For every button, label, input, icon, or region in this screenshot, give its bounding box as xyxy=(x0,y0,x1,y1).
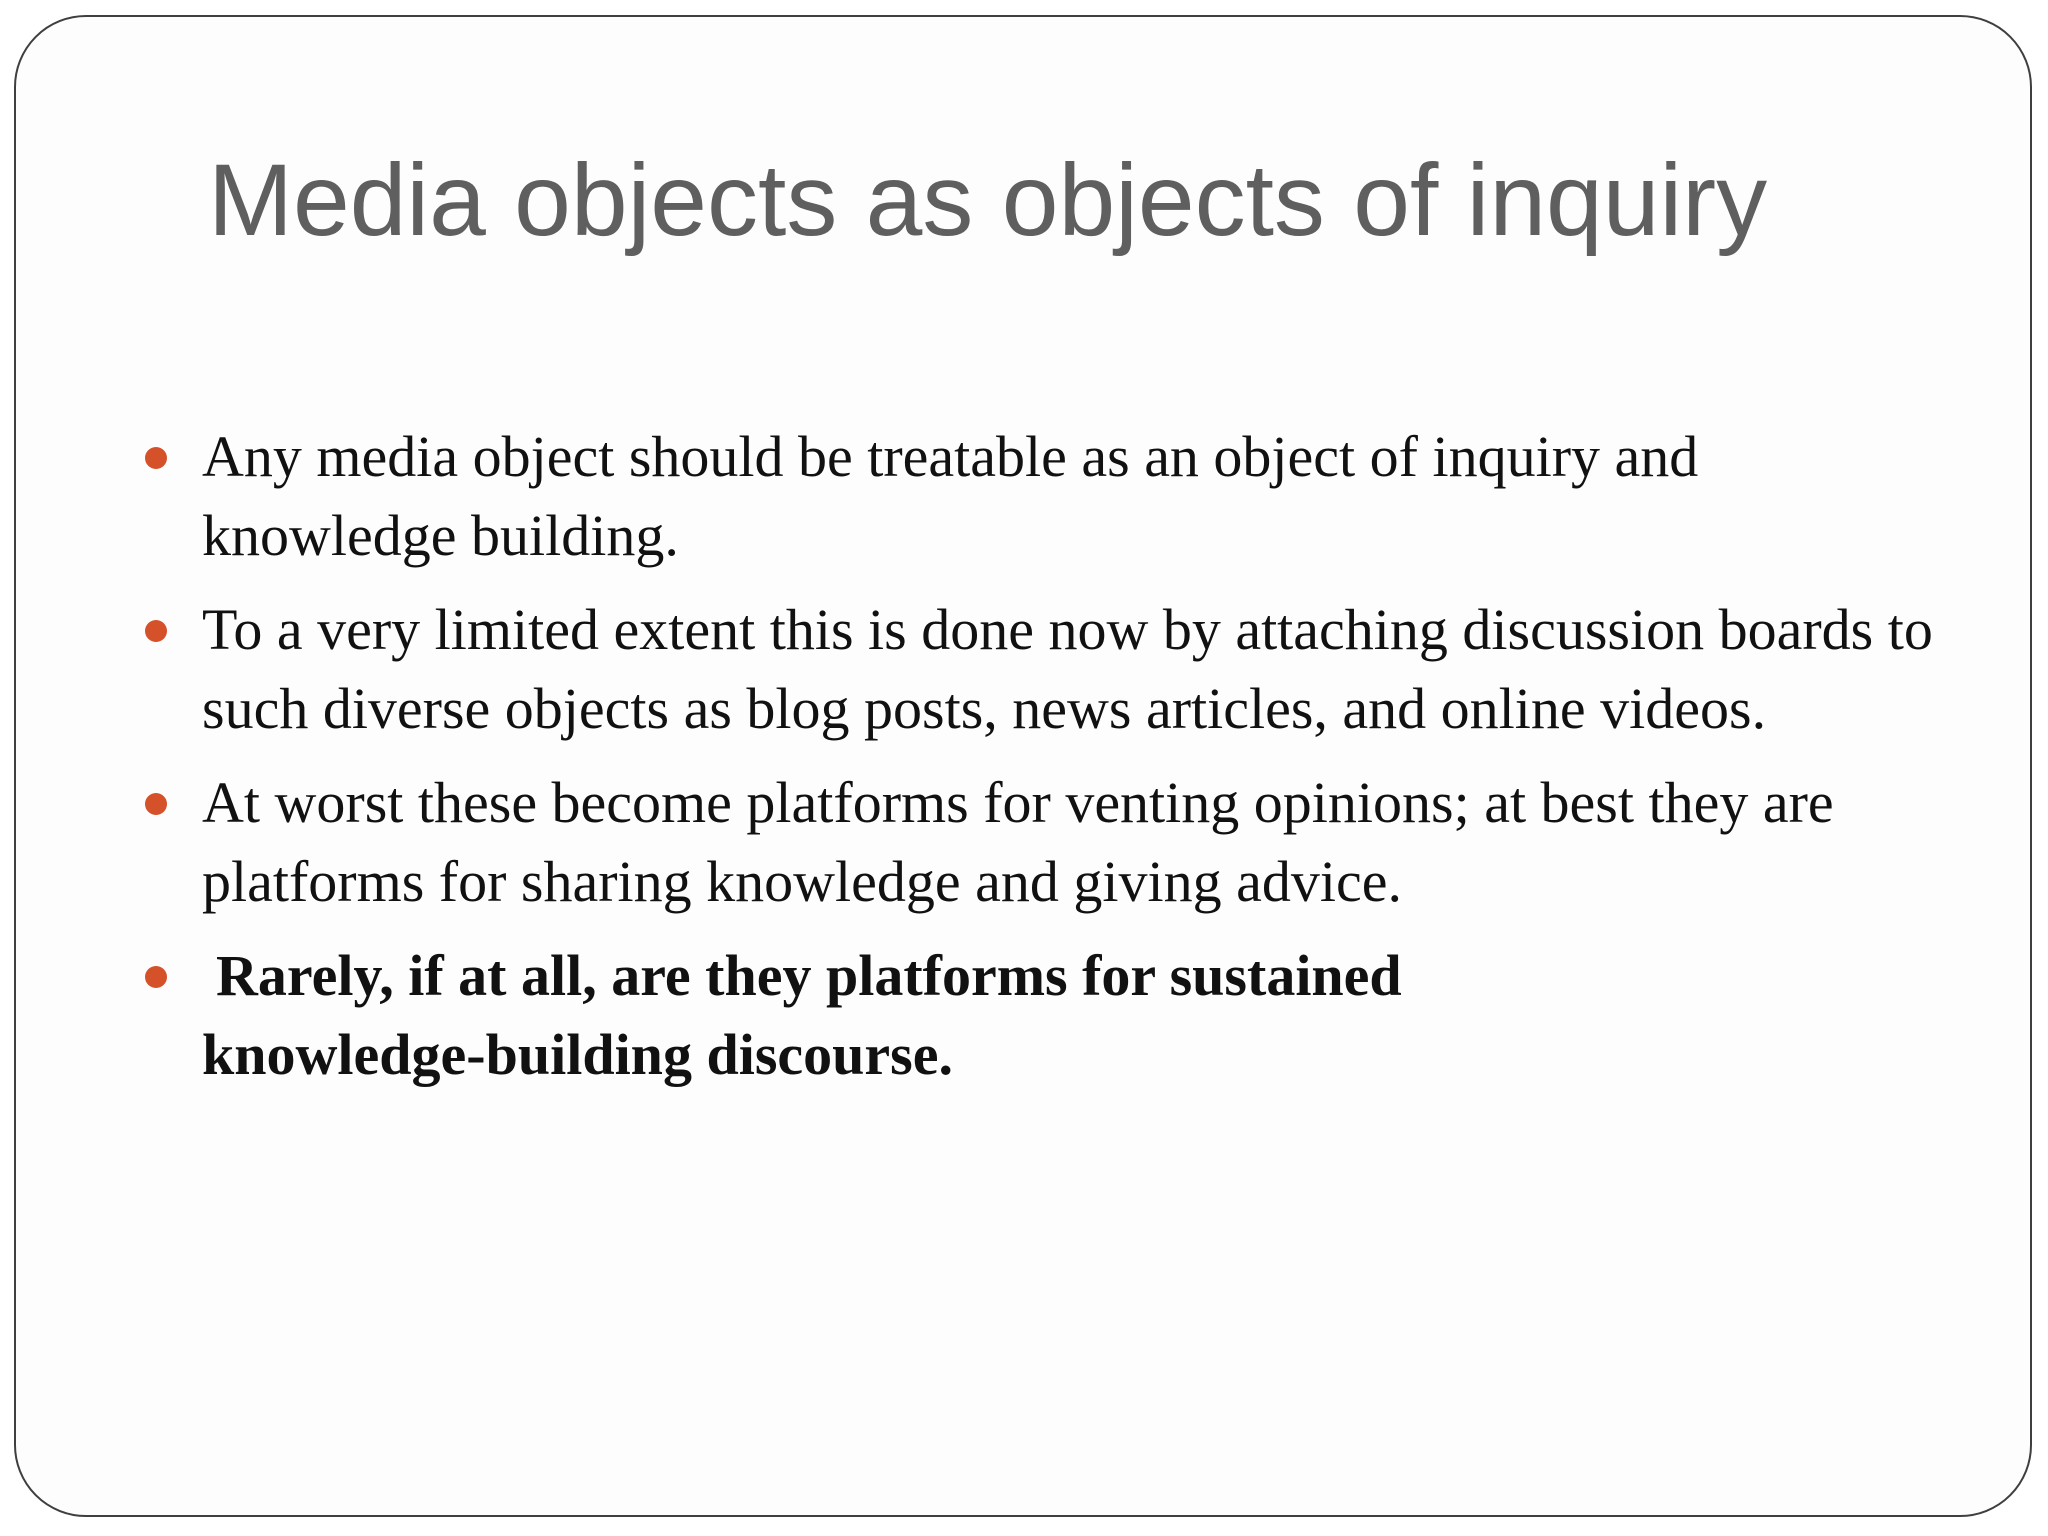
bullet-dot-icon xyxy=(145,793,167,815)
bullet-item xyxy=(202,590,1962,748)
bullet-text: To a very limited extent this is done now by attaching discussion boards to such diverse objects as blog posts, news articles, and online videos. xyxy=(202,597,1933,741)
bullet-text-line-1: Rarely, if at all, are they platforms for sustained xyxy=(216,943,1402,1008)
bullet-text: Any media object should be treatable as an object of inquiry and knowledge building. xyxy=(202,424,1699,568)
slide-frame xyxy=(14,15,2032,1517)
bullet-item-emphasis xyxy=(202,936,1962,1094)
slide-title: Media objects as objects of inquiry xyxy=(208,143,1768,257)
bullet-dot-icon xyxy=(145,620,167,642)
bullet-item xyxy=(202,763,1962,921)
bullet-item xyxy=(202,417,1962,575)
bullet-dot-icon xyxy=(145,966,167,988)
bullet-list xyxy=(202,417,1962,1109)
bullet-text: At worst these become platforms for venting opinions; at best they are platforms for sharing knowledge and giving advice. xyxy=(202,770,1834,914)
bullet-text-line-2: knowledge-building discourse. xyxy=(202,1022,953,1087)
bullet-dot-icon xyxy=(145,447,167,469)
